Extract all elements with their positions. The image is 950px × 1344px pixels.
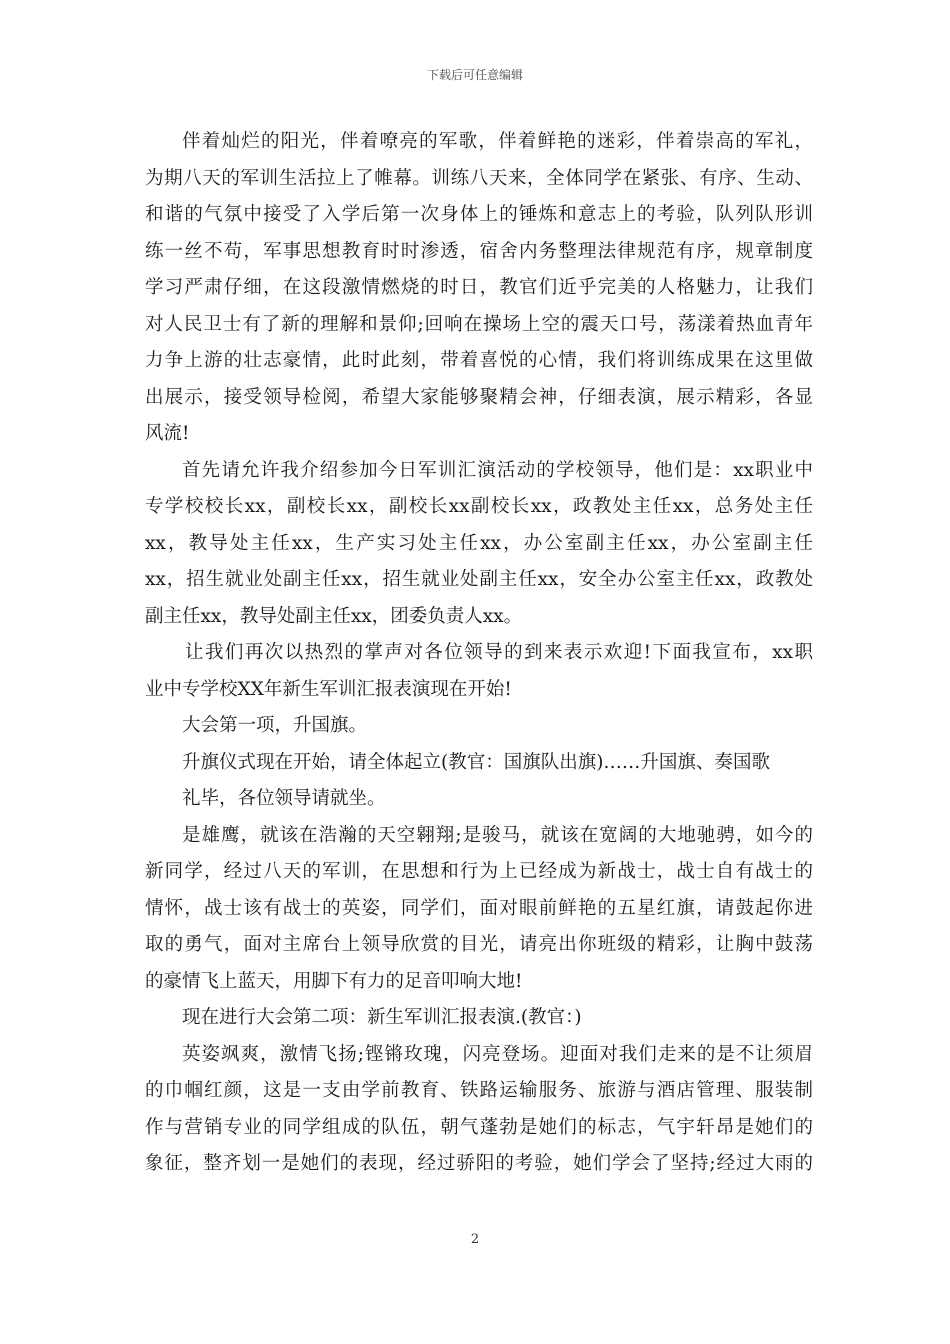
body-line: 专学校校长xx，副校长xx，副校长xx副校长xx，政教处主任xx，总务处主任 (145, 496, 813, 517)
body-line: 大会第一项，升国旗。 (182, 715, 368, 736)
body-line: 让我们再次以热烈的掌声对各位领导的到来表示欢迎!下面我宣布，xx职 (185, 642, 813, 663)
page-header: 下载后可任意编辑 (426, 68, 523, 82)
body-line: 业中专学校XX年新生军训汇报表演现在开始! (145, 678, 512, 700)
body-line: 力争上游的壮志豪情，此时此刻，带着喜悦的心情，我们将训练成果在这里做 (145, 350, 813, 371)
body-line: 副主任xx，教导处副主任xx，团委负责人xx。 (145, 605, 523, 627)
body-line: 风流! (145, 423, 190, 444)
body-line: 伴着灿烂的阳光，伴着嘹亮的军歌，伴着鲜艳的迷彩，伴着崇高的军礼， (182, 131, 813, 152)
body-line: xx，招生就业处副主任xx，招生就业处副主任xx，安全办公室主任xx，政教处 (145, 569, 813, 590)
body-line: 现在进行大会第二项：新生军训汇报表演.(教官：) (182, 1007, 582, 1028)
body-line: 的巾帼红颜，这是一支由学前教育、铁路运输服务、旅游与酒店管理、服装制 (145, 1080, 813, 1101)
body-line: 为期八天的军训生活拉上了帷幕。训练八天来，全体同学在紧张、有序、生动、 (145, 167, 813, 189)
body-line: 和谐的气氛中接受了入学后第一次身体上的锤炼和意志上的考验，队列队形训 (145, 204, 813, 225)
body-line: 首先请允许我介绍参加今日军训汇演活动的学校领导，他们是：xx职业中 (182, 459, 813, 481)
page-number: 2 (470, 1232, 480, 1247)
body-line: 对人民卫士有了新的理解和景仰;回响在操场上空的震天口号，荡漾着热血青年 (145, 313, 813, 335)
body-line: 的豪情飞上蓝天，用脚下有力的足音叩响大地! (145, 970, 523, 992)
body-line: 练一丝不苟，军事思想教育时时渗透，宿舍内务整理法律规范有序，规章制度 (145, 240, 813, 262)
body-line: 是雄鹰，就该在浩瀚的天空翱翔;是骏马，就该在宽阔的大地驰骋，如今的 (182, 824, 813, 846)
body-line: 出展示，接受领导检阅，希望大家能够聚精会神，仔细表演，展示精彩，各显 (145, 386, 813, 408)
body-line: xx，教导处主任xx，生产实习处主任xx，办公室副主任xx，办公室副主任 (145, 532, 813, 554)
body-line: 作与营销专业的同学组成的队伍，朝气蓬勃是她们的标志，气宇轩昂是她们的 (145, 1116, 813, 1138)
body-line: 新同学，经过八天的军训，在思想和行为上已经成为新战士，战士自有战士的 (145, 861, 813, 882)
document-body (145, 124, 813, 1183)
body-line: 取的勇气，面对主席台上领导欣赏的目光，请亮出你班级的精彩，让胸中鼓荡 (145, 934, 813, 955)
body-line: 象征，整齐划一是她们的表现，经过骄阳的考验，她们学会了坚持;经过大雨的 (145, 1153, 813, 1174)
body-line: 升旗仪式现在开始，请全体起立(教官：国旗队出旗)……升国旗、奏国歌 (182, 751, 770, 773)
body-line: 礼毕，各位领导请就坐。 (182, 788, 386, 809)
body-line: 英姿飒爽，激情飞扬;铿锵玫瑰，闪亮登场。迎面对我们走来的是不让须眉 (182, 1043, 813, 1065)
body-line: 学习严肃仔细，在这段激情燃烧的时日，教官们近乎完美的人格魅力，让我们 (145, 277, 813, 298)
body-line: 情怀，战士该有战士的英姿，同学们，面对眼前鲜艳的五星红旗，请鼓起你进 (145, 897, 813, 919)
